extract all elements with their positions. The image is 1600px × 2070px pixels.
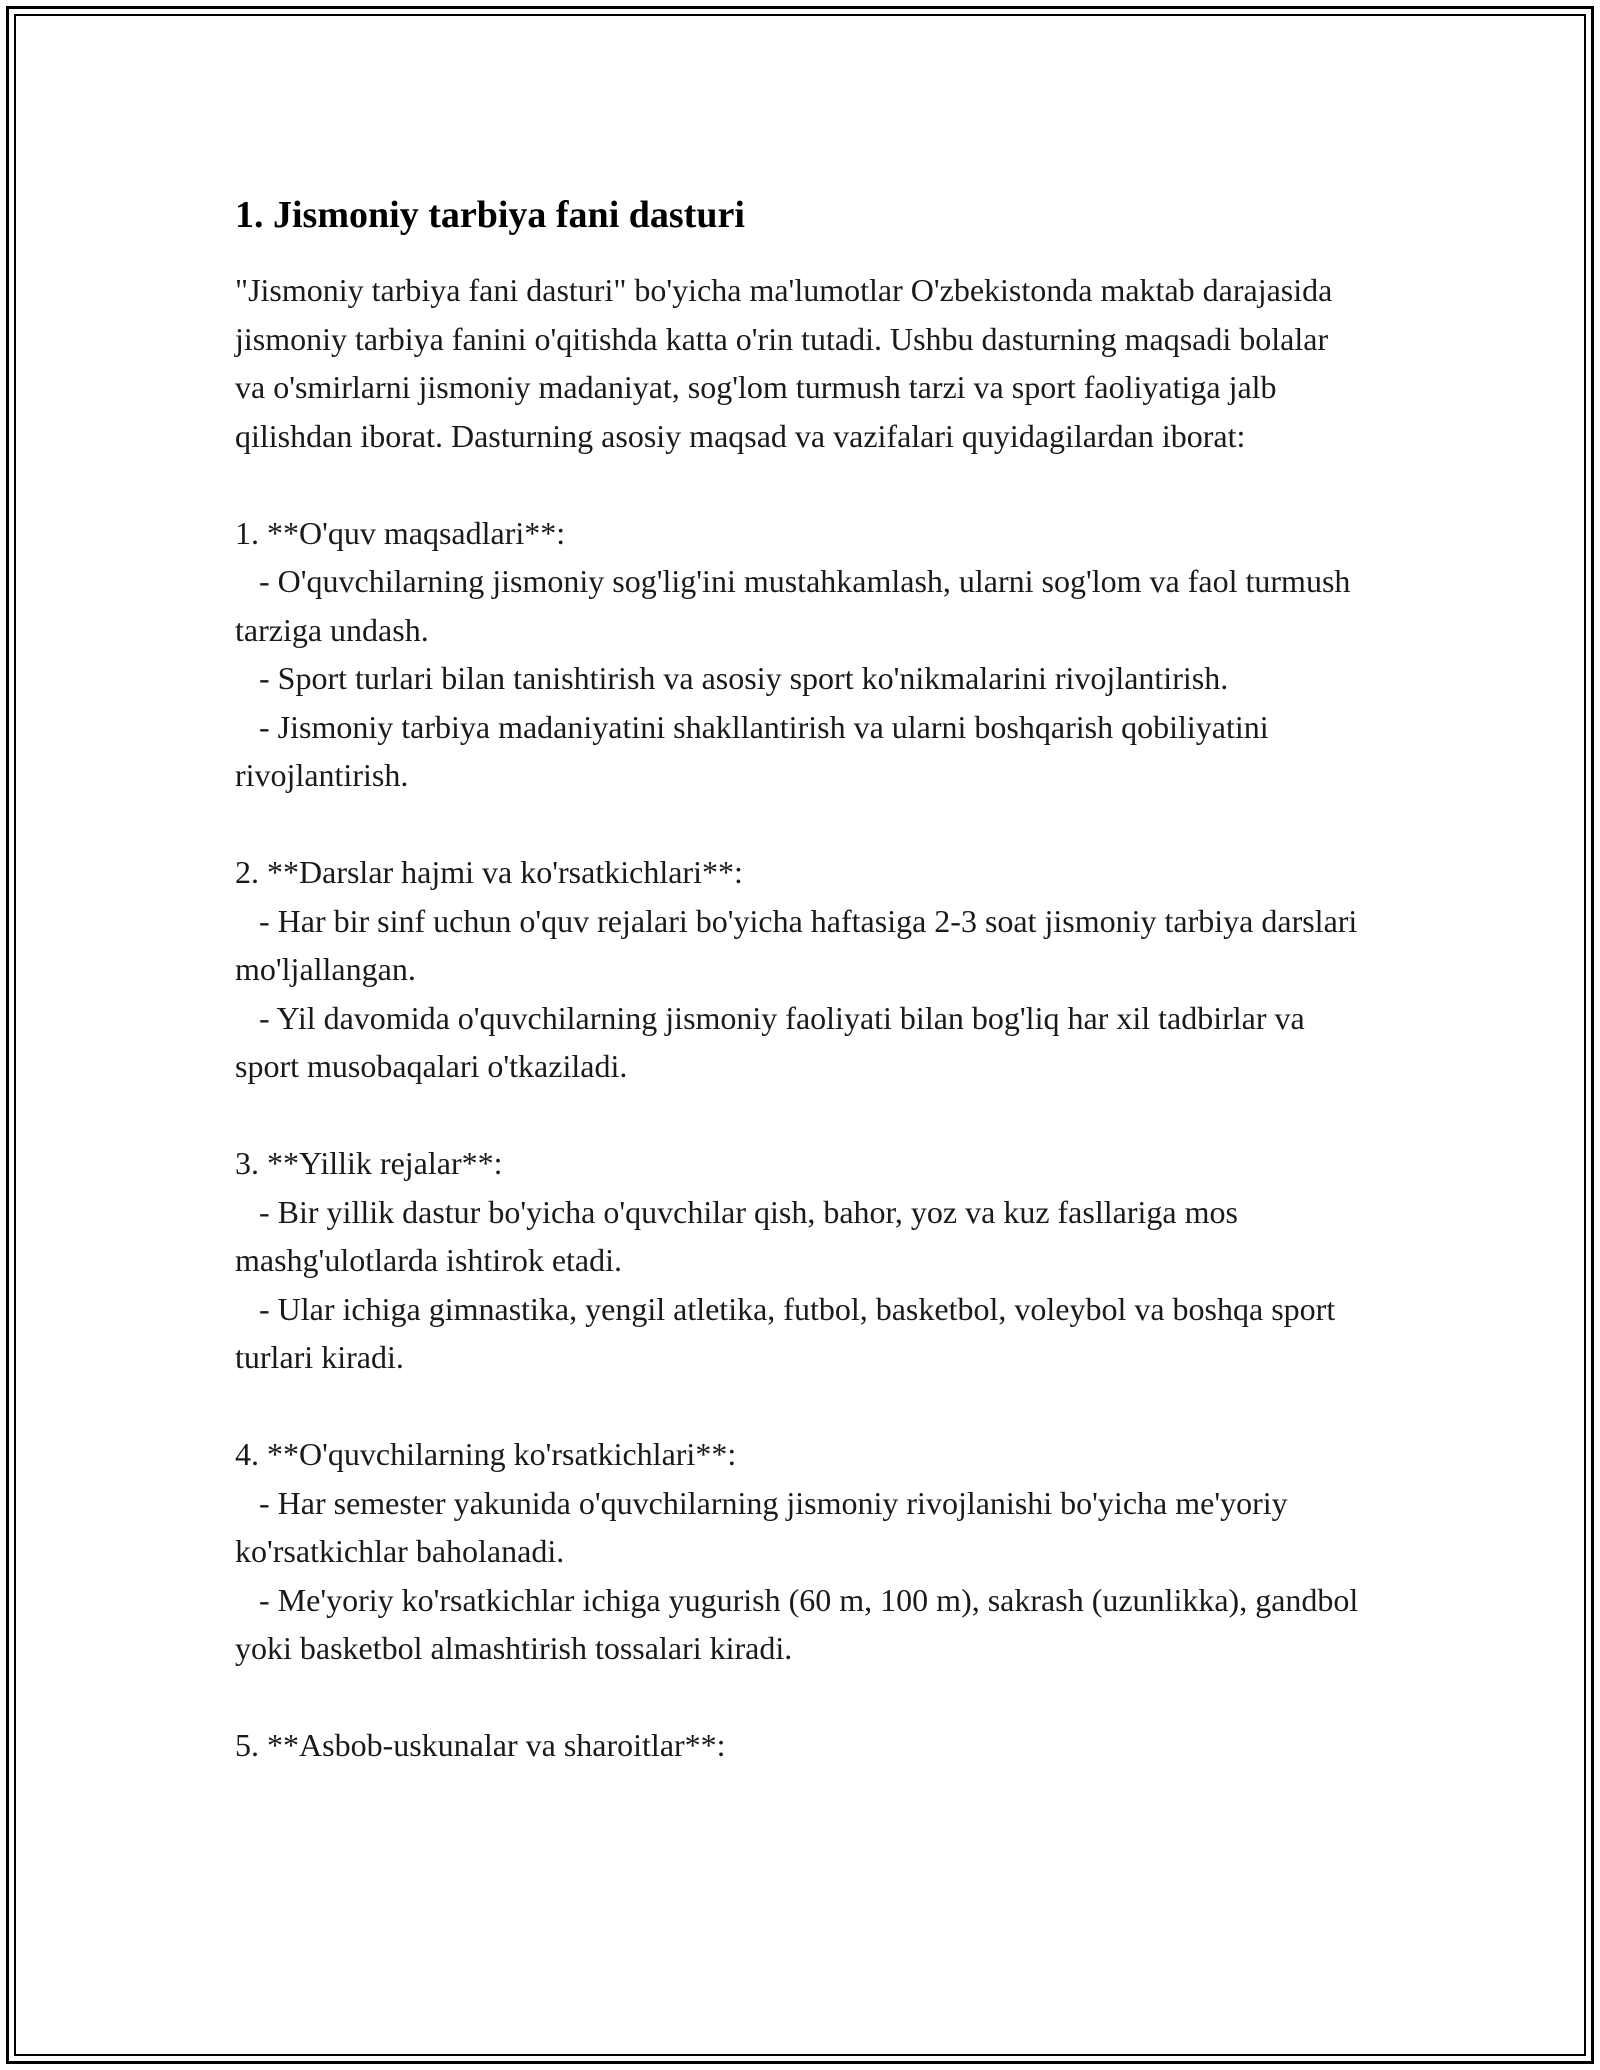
- section-bullet: - Bir yillik dastur bo'yicha o'quvchilar qish, bahor, yoz va kuz fasllariga mos mashg'ulotlarda ishtirok etadi.: [235, 1193, 1246, 1278]
- section-title: 4. **O'quvchilarning ko'rsatkichlari**:: [235, 1436, 737, 1472]
- section-title: 3. **Yillik rejalar**:: [235, 1145, 503, 1181]
- section-3: [235, 1139, 1365, 1382]
- document-heading: 1. Jismoniy tarbiya fani dasturi: [235, 194, 745, 236]
- section-2: [235, 848, 1365, 1091]
- section-bullet: - Har bir sinf uchun o'quv rejalari bo'yicha haftasiga 2-3 soat jismoniy tarbiya darslari mo'ljallangan.: [235, 902, 1366, 987]
- section-title: 1. **O'quv maqsadlari**:: [235, 514, 566, 551]
- intro-paragraph: "Jismoniy tarbiya fani dasturi" bo'yicha ma'lumotlar O'zbekistonda maktab darajasida jismoniy tarbiya fanini o'qitishda katta o'rin tutadi. Ushbu dasturning maqsadi bolalar va o'smirlarni jismoniy madaniyat, sog'lom turmush tarzi va sport faoliyatiga jalb qilishdan iborat. Dasturning asosiy maqsad va vazifalari quyidagilardan iborat:: [235, 272, 1333, 454]
- section-5: [235, 1721, 1365, 1770]
- section-bullet: - Me'yoriy ko'rsatkichlar ichiga yugurish (60 m, 100 m), sakrash (uzunlikka), gandbol yoki basketbol almashtirish tossalari kiradi.: [235, 1581, 1367, 1666]
- section-title: 5. **Asbob-uskunalar va sharoitlar**:: [235, 1727, 726, 1763]
- section-title: 2. **Darslar hajmi va ko'rsatkichlari**:: [235, 854, 743, 890]
- section-bullet: - Ular ichiga gimnastika, yengil atletika, futbol, basketbol, voleybol va boshqa sport turlari kiradi.: [235, 1290, 1344, 1375]
- section-bullet: - Yil davomida o'quvchilarning jismoniy faoliyati bilan bog'liq har xil tadbirlar va sport musobaqalari o'tkaziladi.: [235, 999, 1313, 1084]
- section-1: [235, 509, 1365, 800]
- section-bullet: - O'quvchilarning jismoniy sog'lig'ini mustahkamlash, ularni sog'lom va faol turmush tarziga undash.: [235, 563, 1359, 648]
- section-bullet: - Har semester yakunida o'quvchilarning jismoniy rivojlanishi bo'yicha me'yoriy ko'rsatkichlar baholanadi.: [235, 1484, 1296, 1569]
- section-bullet: - Jismoniy tarbiya madaniyatini shakllantirish va ularni boshqarish qobiliyatini rivojlantirish.: [235, 708, 1277, 793]
- section-bullet: - Sport turlari bilan tanishtirish va asosiy sport ko'nikmalarini rivojlantirish.: [235, 660, 1229, 696]
- document-body: [235, 186, 1365, 1770]
- section-4: [235, 1430, 1365, 1673]
